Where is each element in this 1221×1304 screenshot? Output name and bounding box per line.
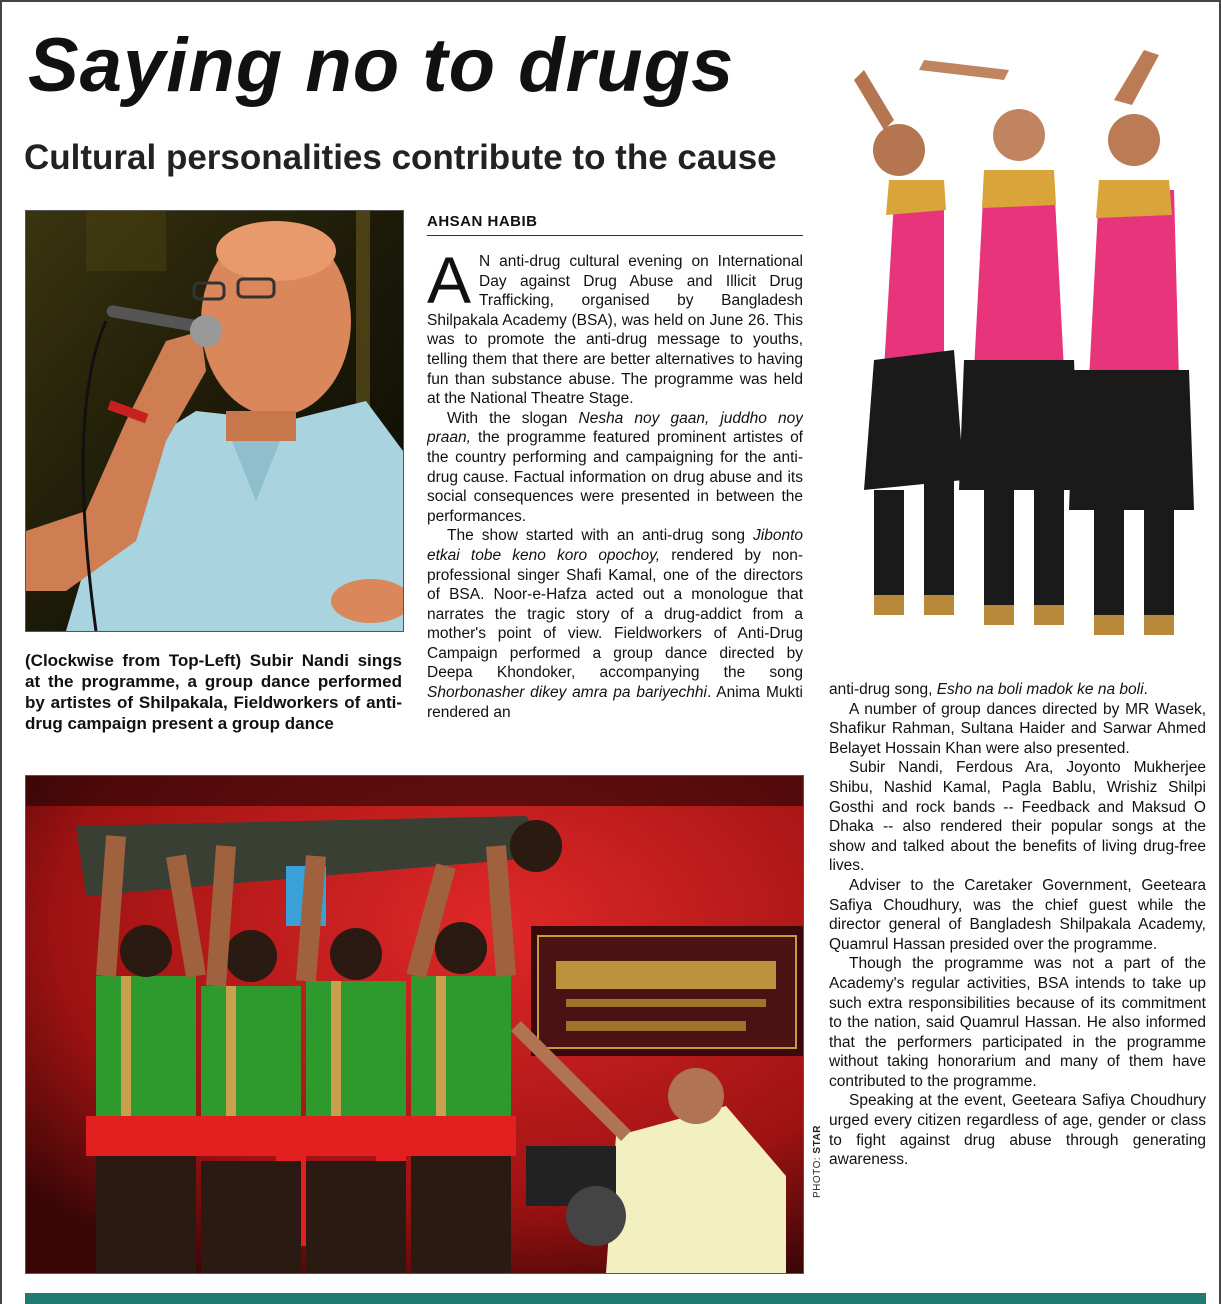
photo-group-dance [25, 775, 804, 1274]
paragraph-continued: anti-drug song, Esho na boli madok ke na boli. [829, 681, 1148, 698]
headline: Saying no to drugs [28, 23, 735, 108]
drop-cap: A [427, 252, 472, 317]
paragraph-singers: Subir Nandi, Ferdous Ara, Joyonto Mukherjee Shibu, Nashid Kamal, Pagla Bablu, Wrishiz Shilpi Gosthi and rock bands -- Feedback and Maksud O Dhaka -- also rendered their popular songs at the show and talked about the benefits of living drug-free lives. [829, 759, 1206, 875]
paragraph-awareness: Speaking at the event, Geeteara Safiya Choudhury urged every citizen regardless of age, gender or class to fight against drug abuse through generating awareness. [829, 1092, 1206, 1169]
photo-dancers [834, 40, 1206, 665]
section-bar [25, 1293, 1206, 1304]
article-column-1 [427, 252, 803, 748]
paragraph-chief-guest: Adviser to the Caretaker Government, Geeteara Safiya Choudhury, was the chief guest while the director general of Bangladesh Shilpakala Academy, Quamrul Hassan presided over the programme. [829, 876, 1206, 953]
photo-singer [25, 210, 404, 632]
paragraph-show: The show started with an anti-drug song Jibonto etkai tobe keno koro opochoy, rendered by non-professional singer Shafi Kamal, one of the directors of BSA. Noor-e-Hafza acted out a monologue that narrates the tragic story of a drug-addict from a mother's point of view. Fieldworkers of Anti-Drug Campaign performed a group dance directed by Deepa Khondoker, accompanying the song Shorbonasher dikey amra pa bariyechhi. Anima Mukti rendered an [427, 527, 803, 721]
byline: AHSAN HABIB [427, 213, 803, 236]
paragraph-slogan: With the slogan Nesha noy gaan, juddho noy praan, the programme featured prominent artistes of the country performing and campaigning for the anti-drug cause. Factual information on drug abuse and its social consequences were presented in between the performances. [427, 409, 803, 525]
page-border-top [0, 0, 1221, 2]
photo-caption: (Clockwise from Top-Left) Subir Nandi sings at the programme, a group dance performed by artistes of Shilpakala, Fieldworkers of anti-drug campaign present a group dance [25, 651, 402, 733]
subheadline: Cultural personalities contribute to the cause [24, 138, 777, 177]
paragraph-academy: Though the programme was not a part of the Academy's regular activities, BSA intends to take up such extra responsibilities because of its commitment to the nation, said Quamrul Hassan. He also informed that the performers participated in the programme without taking honorarium and many of them have contributed to the programme. [829, 955, 1206, 1090]
paragraph-group-dances: A number of group dances directed by MR Wasek, Shafikur Rahman, Sultana Haider and Sarwar Ahmed Belayet Hossain Khan were also presented. [829, 700, 1206, 757]
article-column-2 [829, 680, 1206, 1245]
photo-credit: PHOTO: STAR [812, 1125, 823, 1198]
page-border-left [0, 0, 2, 1304]
lead-paragraph: A N anti-drug cultural evening on International Day against Drug Abuse and Illicit Drug Trafficking, organised by Bangladesh Shilpakala Academy (BSA), was held on June 26. This was to promote the anti-drug message to youths, telling them that there are better alternatives to having fun than substance abuse. The programme was held at the National Theatre Stage. [427, 252, 803, 408]
